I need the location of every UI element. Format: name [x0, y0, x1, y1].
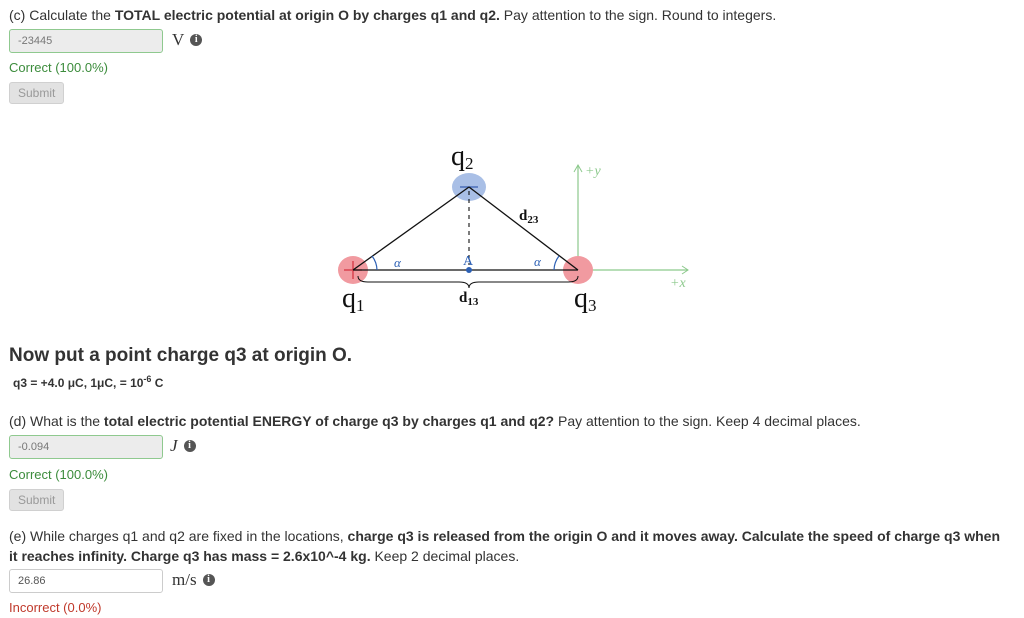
alpha-label-left: α: [394, 255, 401, 270]
q3-label: q3: [574, 283, 597, 315]
part-d-question: [9, 411, 861, 431]
info-icon[interactable]: i: [203, 574, 215, 586]
part-c-question: [9, 5, 776, 25]
part-d-answer-input[interactable]: [9, 435, 163, 459]
given-text: q3 = +4.0 μC, 1μC, = 10: [13, 376, 144, 390]
q2-label: q2: [451, 141, 474, 173]
plus-x-label: +x: [670, 276, 686, 291]
alpha-arc-right: [554, 256, 559, 270]
part-d-unit: J: [170, 436, 178, 455]
section-heading: Now put a point charge q3 at origin O.: [9, 345, 353, 366]
part-e-bold-1: charge q3 is released from the origin O and it moves away. Calculate the speed of charge q3 when it reaches infinity.: [9, 528, 1001, 564]
part-d-status: Correct (100.0%): [9, 467, 108, 482]
part-c-prefix: (c) Calculate the: [9, 7, 115, 23]
part-d-unit-group: [170, 436, 196, 456]
info-icon[interactable]: i: [190, 34, 202, 46]
d13-label: $d_{13}$: [459, 290, 479, 308]
part-d-submit-button[interactable]: Submit: [9, 489, 64, 511]
part-e-status: Incorrect (0.0%): [9, 600, 102, 615]
origin-label: A: [463, 254, 474, 269]
d23-label: $d_{23}$: [519, 208, 539, 226]
part-e-answer-value: 26.86: [18, 575, 46, 587]
part-c-suffix: Pay attention to the sign. Round to integers.: [499, 7, 777, 23]
part-e-prefix: (e) While charges q1 and q2 are fixed in the locations,: [9, 528, 348, 544]
part-d-bold: total electric potential ENERGY of charge q3 by charges q1 and q2?: [103, 413, 555, 429]
given-unit: C: [151, 376, 164, 390]
part-d-suffix: Pay attention to the sign. Keep 4 decimal places.: [554, 413, 861, 429]
part-e-question: [9, 526, 1009, 566]
given-values: [13, 374, 163, 390]
charge-diagram: [320, 135, 710, 325]
part-d-prefix: (d) What is the: [9, 413, 104, 429]
part-c-unit-group: [172, 30, 202, 50]
part-c-submit-button[interactable]: Submit: [9, 82, 64, 104]
given-exponent: -6: [143, 374, 152, 384]
part-c-bold: TOTAL electric potential at origin O by charges q1 and q2.: [114, 7, 500, 23]
plus-y-label: +y: [585, 164, 601, 179]
part-c-unit: V: [172, 30, 185, 49]
part-e-unit: m/s: [172, 570, 197, 589]
alpha-arc-left: [372, 256, 377, 270]
part-c-status: Correct (100.0%): [9, 60, 108, 75]
d13-brace: [358, 276, 578, 288]
part-c-answer-value: -23445: [18, 35, 53, 47]
part-d-answer-value: -0.094: [18, 441, 50, 453]
part-e-answer-input[interactable]: [9, 569, 163, 593]
side-q1-q2: [353, 187, 469, 270]
part-e-bold-2: Charge q3 has mass = 2.6x10^-4 kg.: [127, 548, 371, 564]
info-icon[interactable]: i: [184, 440, 196, 452]
part-c-answer-input[interactable]: [9, 29, 163, 53]
side-q2-q3: [469, 187, 578, 270]
part-e-unit-group: [172, 570, 215, 590]
q1-label: q1: [342, 283, 365, 315]
part-e-suffix: Keep 2 decimal places.: [370, 548, 520, 564]
alpha-label-right: α: [534, 254, 541, 269]
